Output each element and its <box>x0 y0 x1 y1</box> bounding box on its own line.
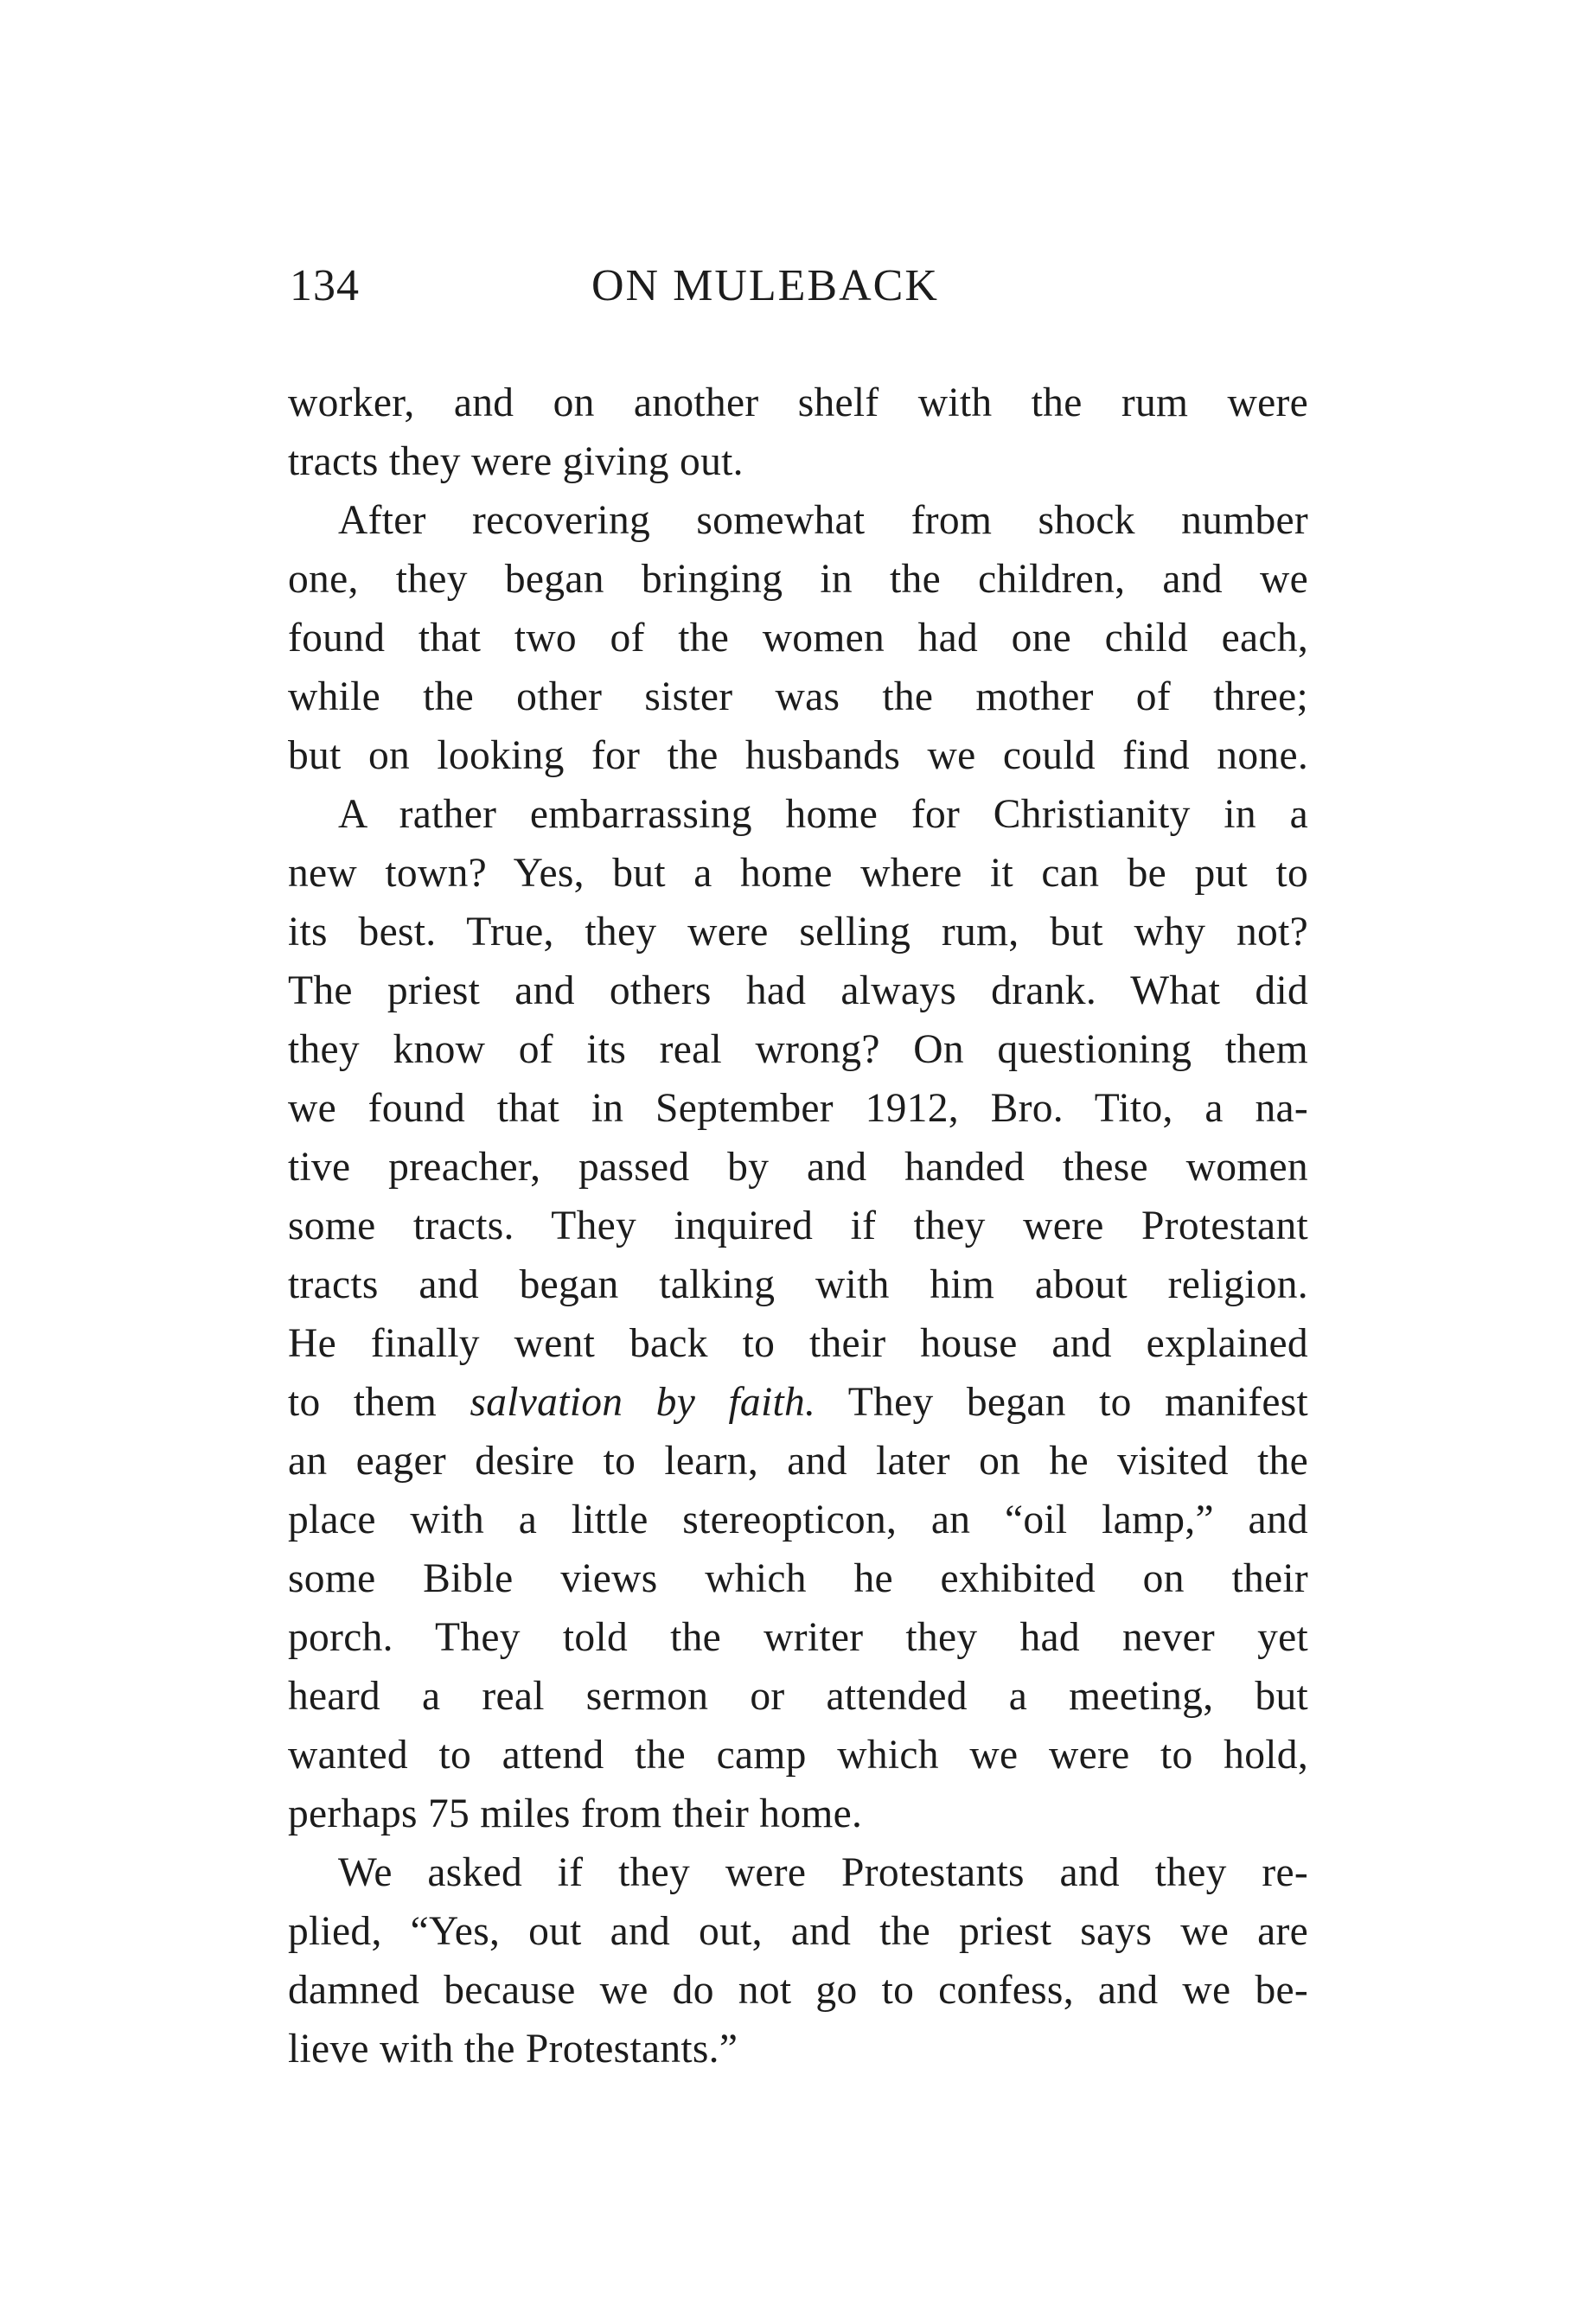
text-line: tracts and began talking with him about religion. <box>288 1262 1308 1307</box>
text-line: damned because we do not go to confess, and we be- <box>288 1968 1308 2013</box>
text-line: porch. They told the writer they had never yet <box>288 1615 1308 1660</box>
body-text <box>288 374 1308 2078</box>
text-line: an eager desire to learn, and later on he visited the <box>288 1439 1308 1484</box>
text-line: new town? Yes, but a home where it can be put to <box>288 851 1308 896</box>
text-line: The priest and others had always drank. What did <box>288 968 1308 1013</box>
text-line: We asked if they were Protestants and they re- <box>338 1850 1308 1895</box>
text-line: its best. True, they were selling rum, but why not? <box>288 910 1308 954</box>
text-line: they know of its real wrong? On questioning them <box>288 1027 1308 1072</box>
text-line: He finally went back to their house and explained <box>288 1321 1308 1366</box>
text-line: lieve with the Protestants.” <box>288 2027 738 2072</box>
page-number: 134 <box>290 261 360 310</box>
text-line: but on looking for the husbands we could find none. <box>288 733 1308 778</box>
text-line: we found that in September 1912, Bro. Tito, a na- <box>288 1086 1308 1131</box>
italic-phrase: salvation by faith. <box>470 1380 816 1425</box>
running-head <box>290 256 981 316</box>
text-line-post: They began to manifest <box>815 1380 1308 1425</box>
text-line: some Bible views which he exhibited on their <box>288 1556 1308 1601</box>
text-line: tive preacher, passed by and handed these women <box>288 1145 1308 1190</box>
text-line: heard a real sermon or attended a meeting, but <box>288 1674 1308 1719</box>
text-line: while the other sister was the mother of three; <box>288 674 1308 719</box>
text-line: one, they began bringing in the children, and we <box>288 557 1308 602</box>
text-line: place with a little stereopticon, an “oil lamp,” and <box>288 1497 1308 1542</box>
text-line-pre: to them <box>288 1380 470 1425</box>
running-title: ON MULEBACK <box>591 261 939 310</box>
text-line: worker, and on another shelf with the rum were <box>288 380 1308 425</box>
text-line: some tracts. They inquired if they were Protestant <box>288 1204 1308 1248</box>
text-line: wanted to attend the camp which we were to hold, <box>288 1733 1308 1778</box>
text-line: A rather embarrassing home for Christianity in a <box>338 792 1308 837</box>
text-line: After recovering somewhat from shock number <box>338 498 1308 543</box>
text-line: perhaps 75 miles from their home. <box>288 1791 863 1836</box>
text-line: plied, “Yes, out and out, and the priest says we are <box>288 1909 1308 1954</box>
text-line: found that two of the women had one child each, <box>288 616 1308 661</box>
text-line: tracts they were giving out. <box>288 439 744 484</box>
text-line <box>288 1373 1308 1432</box>
